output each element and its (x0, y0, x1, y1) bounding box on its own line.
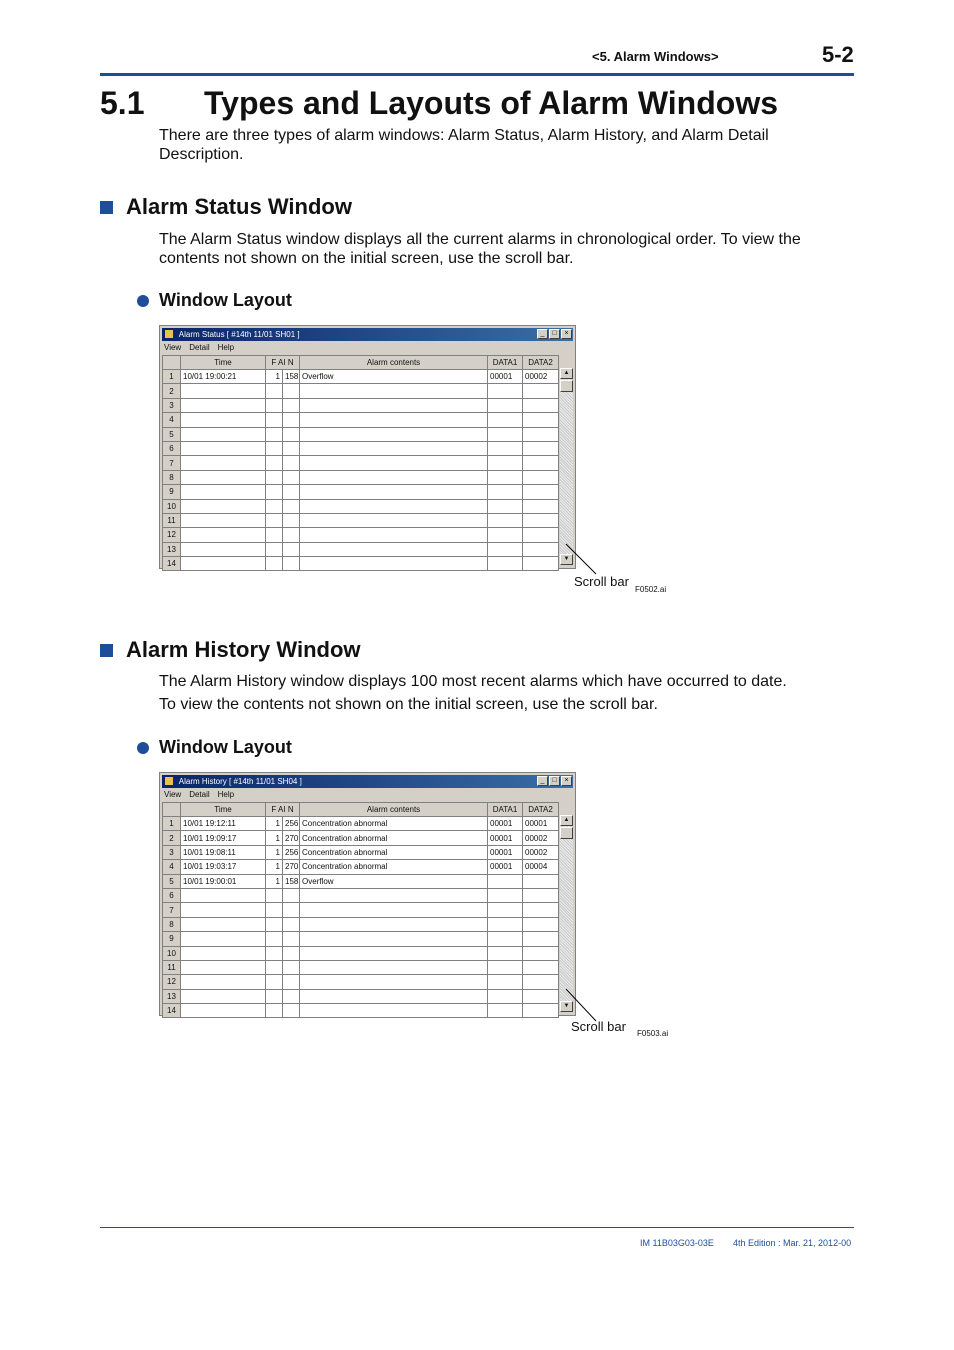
time-cell (181, 427, 266, 441)
alarm-no-cell (283, 470, 300, 484)
close-icon[interactable]: × (561, 329, 572, 339)
contents-cell (300, 917, 488, 931)
flag-cell (266, 470, 283, 484)
alarm-no-cell (283, 903, 300, 917)
data1-cell (488, 888, 523, 902)
footer-doc-id: IM 11B03G03-03E (640, 1238, 714, 1248)
alarm-status-body: The Alarm Status window displays all the current alarms in chronological order. To view the contents not shown on the initial screen, use the scroll bar. (159, 231, 801, 267)
data2-cell (523, 917, 559, 931)
flag-cell (266, 917, 283, 931)
alarm-no-cell (283, 960, 300, 974)
data2-cell (523, 470, 559, 484)
menu-help[interactable]: Help (217, 343, 235, 352)
contents-cell (300, 441, 488, 455)
scroll-up-icon[interactable]: ▲ (560, 368, 573, 379)
alarm-status-heading-text: Alarm Status Window (126, 194, 352, 219)
data2-cell (523, 946, 559, 960)
table-row[interactable] (163, 413, 559, 427)
data1-cell: 00001 (488, 845, 523, 859)
flag-cell (266, 975, 283, 989)
alarm-history-body-line2: To view the contents not shown on the initial screen, use the scroll bar. (159, 696, 658, 713)
data2-cell (523, 513, 559, 527)
alarm-no-cell: 256 (283, 845, 300, 859)
data1-cell (488, 427, 523, 441)
table-row[interactable] (163, 989, 559, 1003)
time-cell (181, 557, 266, 571)
alarm-no-cell (283, 975, 300, 989)
flag-cell (266, 989, 283, 1003)
flag-cell (266, 398, 283, 412)
row-number: 3 (163, 398, 181, 412)
alarm-history-window (159, 772, 576, 1016)
row-number: 11 (163, 513, 181, 527)
scroll-thumb[interactable] (560, 380, 573, 392)
row-number: 12 (163, 528, 181, 542)
flag-cell (266, 903, 283, 917)
data2-cell (523, 989, 559, 1003)
alarm-no-cell (283, 989, 300, 1003)
data1-cell (488, 989, 523, 1003)
table-row[interactable] (163, 398, 559, 412)
data2-cell (523, 398, 559, 412)
col-header-rownum[interactable] (163, 356, 181, 370)
data1-cell: 00001 (488, 860, 523, 874)
menu-bar (164, 790, 234, 799)
data2-cell: 00002 (523, 831, 559, 845)
alarm-history-body-line1: The Alarm History window displays 100 most recent alarms which have occurred to date. (159, 673, 787, 690)
time-cell (181, 975, 266, 989)
time-cell (181, 903, 266, 917)
table-row[interactable] (163, 903, 559, 917)
alarm-no-cell: 256 (283, 817, 300, 831)
table-row[interactable] (163, 528, 559, 542)
footer-edition: 4th Edition : Mar. 21, 2012-00 (733, 1238, 852, 1248)
alarm-no-cell (283, 932, 300, 946)
window-title: Alarm Status [ #14th 11/01 SH01 ] (178, 330, 300, 339)
table-row[interactable] (163, 960, 559, 974)
square-bullet-icon (100, 201, 113, 214)
contents-cell (300, 542, 488, 556)
status-scrollbar-callout: Scroll bar (574, 574, 629, 589)
page-number: 5-2 (822, 42, 854, 67)
data2-cell: 00002 (523, 845, 559, 859)
alarm-status-window (159, 325, 576, 569)
data1-cell (488, 874, 523, 888)
status-layout-subheading (137, 290, 292, 311)
contents-cell (300, 1004, 488, 1018)
flag-cell (266, 557, 283, 571)
flag-cell (266, 946, 283, 960)
flag-cell: 1 (266, 874, 283, 888)
table-row[interactable] (163, 427, 559, 441)
time-cell: 10/01 19:08:11 (181, 845, 266, 859)
contents-cell: Overflow (300, 874, 488, 888)
table-row[interactable] (163, 946, 559, 960)
col-header-data1[interactable]: DATA1 (488, 803, 523, 817)
data2-cell (523, 960, 559, 974)
contents-cell (300, 888, 488, 902)
table-row[interactable] (163, 513, 559, 527)
window-titlebar[interactable] (162, 775, 573, 788)
data1-cell (488, 557, 523, 571)
time-cell: 10/01 19:00:01 (181, 874, 266, 888)
data1-cell (488, 932, 523, 946)
table-row[interactable] (163, 470, 559, 484)
menu-view[interactable]: View (164, 343, 182, 352)
contents-cell (300, 427, 488, 441)
row-number: 10 (163, 946, 181, 960)
contents-cell (300, 384, 488, 398)
col-header-rownum[interactable] (163, 803, 181, 817)
row-number: 1 (163, 817, 181, 831)
flag-cell (266, 513, 283, 527)
window-titlebar[interactable] (162, 328, 573, 341)
time-cell (181, 456, 266, 470)
scroll-thumb[interactable] (560, 827, 573, 839)
contents-cell: Concentration abnormal (300, 845, 488, 859)
table-row[interactable] (163, 932, 559, 946)
col-header-time[interactable]: Time (181, 356, 266, 370)
row-number: 6 (163, 888, 181, 902)
time-cell (181, 542, 266, 556)
data1-cell (488, 384, 523, 398)
flag-cell: 1 (266, 860, 283, 874)
flag-cell (266, 1004, 283, 1018)
data1-cell (488, 513, 523, 527)
history-layout-subheading (137, 737, 292, 758)
alarm-no-cell (283, 485, 300, 499)
contents-cell (300, 470, 488, 484)
time-cell (181, 960, 266, 974)
alarm-no-cell (283, 513, 300, 527)
contents-cell (300, 975, 488, 989)
data2-cell (523, 485, 559, 499)
contents-cell (300, 946, 488, 960)
col-header-time[interactable]: Time (181, 803, 266, 817)
alarm-no-cell: 270 (283, 860, 300, 874)
data2-cell (523, 932, 559, 946)
data2-cell (523, 528, 559, 542)
data2-cell (523, 384, 559, 398)
alarm-history-heading (100, 637, 361, 663)
alarm-no-cell (283, 888, 300, 902)
data2-cell (523, 874, 559, 888)
history-layout-subheading-text: Window Layout (159, 737, 292, 757)
contents-cell (300, 485, 488, 499)
data2-cell (523, 903, 559, 917)
contents-cell (300, 557, 488, 571)
time-cell (181, 917, 266, 931)
flag-cell: 1 (266, 370, 283, 384)
round-bullet-icon (137, 742, 149, 754)
alarm-no-cell (283, 499, 300, 513)
table-row[interactable] (163, 1004, 559, 1018)
table-row[interactable] (163, 860, 559, 874)
row-number: 1 (163, 370, 181, 384)
table-row[interactable] (163, 888, 559, 902)
time-cell (181, 946, 266, 960)
contents-cell: Overflow (300, 370, 488, 384)
contents-cell (300, 989, 488, 1003)
table-row[interactable] (163, 975, 559, 989)
alarm-status-table (162, 355, 559, 571)
data1-cell (488, 441, 523, 455)
data1-cell (488, 960, 523, 974)
flag-cell (266, 888, 283, 902)
minimize-icon[interactable]: _ (537, 329, 548, 339)
alarm-no-cell (283, 542, 300, 556)
flag-cell (266, 485, 283, 499)
data1-cell (488, 1004, 523, 1018)
section-number: 5.1 (100, 85, 145, 121)
time-cell (181, 398, 266, 412)
time-cell: 10/01 19:03:17 (181, 860, 266, 874)
maximize-icon[interactable]: □ (549, 776, 560, 786)
time-cell: 10/01 19:00:21 (181, 370, 266, 384)
data1-cell (488, 499, 523, 513)
table-row[interactable] (163, 917, 559, 931)
alarm-no-cell (283, 398, 300, 412)
alarm-no-cell (283, 384, 300, 398)
table-row[interactable] (163, 499, 559, 513)
data1-cell (488, 528, 523, 542)
data1-cell: 00001 (488, 817, 523, 831)
minimize-icon[interactable]: _ (537, 776, 548, 786)
time-cell: 10/01 19:09:17 (181, 831, 266, 845)
row-number: 5 (163, 427, 181, 441)
time-cell (181, 384, 266, 398)
data1-cell (488, 946, 523, 960)
flag-cell (266, 456, 283, 470)
alarm-history-heading-text: Alarm History Window (126, 637, 361, 662)
table-row[interactable] (163, 485, 559, 499)
app-icon (165, 330, 173, 338)
row-number: 10 (163, 499, 181, 513)
flag-cell: 1 (266, 831, 283, 845)
table-row[interactable] (163, 557, 559, 571)
table-row[interactable] (163, 441, 559, 455)
row-number: 5 (163, 874, 181, 888)
contents-cell (300, 903, 488, 917)
flag-cell (266, 960, 283, 974)
data1-cell (488, 485, 523, 499)
data1-cell: 00001 (488, 370, 523, 384)
table-row[interactable] (163, 817, 559, 831)
table-row[interactable] (163, 542, 559, 556)
data1-cell: 00001 (488, 831, 523, 845)
alarm-no-cell (283, 413, 300, 427)
time-cell (181, 441, 266, 455)
section-intro: There are three types of alarm windows: Alarm Status, Alarm History, and Alarm Detail Description. (159, 127, 769, 163)
data2-cell (523, 888, 559, 902)
row-number: 2 (163, 831, 181, 845)
table-row[interactable] (163, 456, 559, 470)
time-cell (181, 470, 266, 484)
row-number: 8 (163, 917, 181, 931)
contents-cell (300, 499, 488, 513)
table-row[interactable] (163, 384, 559, 398)
menu-view[interactable]: View (164, 790, 182, 799)
history-figure-id: F0503.ai (637, 1029, 669, 1038)
table-row[interactable] (163, 370, 559, 384)
row-number: 14 (163, 1004, 181, 1018)
time-cell (181, 485, 266, 499)
data2-cell (523, 456, 559, 470)
row-number: 7 (163, 903, 181, 917)
data2-cell (523, 441, 559, 455)
flag-cell (266, 413, 283, 427)
table-row[interactable] (163, 874, 559, 888)
contents-cell (300, 413, 488, 427)
data2-cell (523, 542, 559, 556)
contents-cell: Concentration abnormal (300, 860, 488, 874)
status-layout-subheading-text: Window Layout (159, 290, 292, 310)
close-icon[interactable]: × (561, 776, 572, 786)
vertical-scrollbar[interactable] (560, 368, 573, 565)
data1-cell (488, 542, 523, 556)
contents-cell: Concentration abnormal (300, 817, 488, 831)
row-number: 9 (163, 932, 181, 946)
col-header-fain[interactable]: F AI N (266, 803, 300, 817)
alarm-no-cell (283, 1004, 300, 1018)
data2-cell (523, 413, 559, 427)
col-header-data2[interactable]: DATA2 (523, 356, 559, 370)
flag-cell: 1 (266, 845, 283, 859)
round-bullet-icon (137, 295, 149, 307)
row-number: 11 (163, 960, 181, 974)
flag-cell (266, 427, 283, 441)
window-title: Alarm History [ #14th 11/01 SH04 ] (178, 777, 302, 786)
time-cell (181, 1004, 266, 1018)
app-icon (165, 777, 173, 785)
flag-cell: 1 (266, 817, 283, 831)
row-number: 3 (163, 845, 181, 859)
section-title: Types and Layouts of Alarm Windows (204, 85, 778, 121)
vertical-scrollbar[interactable] (560, 815, 573, 1012)
alarm-no-cell: 158 (283, 370, 300, 384)
menu-help[interactable]: Help (217, 790, 235, 799)
alarm-no-cell (283, 917, 300, 931)
contents-cell (300, 398, 488, 412)
data2-cell (523, 975, 559, 989)
flag-cell (266, 542, 283, 556)
time-cell (181, 528, 266, 542)
contents-cell (300, 513, 488, 527)
row-number: 13 (163, 989, 181, 1003)
data2-cell (523, 557, 559, 571)
data1-cell (488, 903, 523, 917)
row-number: 6 (163, 441, 181, 455)
data1-cell (488, 975, 523, 989)
data1-cell (488, 456, 523, 470)
menu-detail[interactable]: Detail (189, 790, 210, 799)
table-row[interactable] (163, 845, 559, 859)
time-cell (181, 499, 266, 513)
menu-bar (164, 343, 234, 352)
time-cell (181, 413, 266, 427)
contents-cell: Concentration abnormal (300, 831, 488, 845)
data2-cell (523, 1004, 559, 1018)
maximize-icon[interactable]: □ (549, 329, 560, 339)
alarm-no-cell: 158 (283, 874, 300, 888)
alarm-no-cell (283, 528, 300, 542)
alarm-no-cell: 270 (283, 831, 300, 845)
data1-cell (488, 917, 523, 931)
flag-cell (266, 528, 283, 542)
footer-rule (100, 1227, 854, 1228)
flag-cell (266, 441, 283, 455)
menu-detail[interactable]: Detail (189, 343, 210, 352)
row-number: 7 (163, 456, 181, 470)
contents-cell (300, 456, 488, 470)
alarm-status-heading (100, 194, 352, 220)
alarm-no-cell (283, 557, 300, 571)
row-number: 4 (163, 413, 181, 427)
row-number: 8 (163, 470, 181, 484)
scroll-down-icon[interactable]: ▼ (560, 554, 573, 565)
history-scrollbar-callout: Scroll bar (571, 1019, 626, 1034)
flag-cell (266, 499, 283, 513)
row-number: 14 (163, 557, 181, 571)
alarm-no-cell (283, 441, 300, 455)
row-number: 12 (163, 975, 181, 989)
contents-cell (300, 528, 488, 542)
chapter-header: <5. Alarm Windows> (592, 49, 719, 64)
alarm-history-table (162, 802, 559, 1018)
status-figure-id: F0502.ai (635, 585, 667, 594)
col-header-contents[interactable]: Alarm contents (300, 356, 488, 370)
scroll-down-icon[interactable]: ▼ (560, 1001, 573, 1012)
data2-cell: 00004 (523, 860, 559, 874)
square-bullet-icon (100, 644, 113, 657)
data2-cell: 00001 (523, 817, 559, 831)
flag-cell (266, 384, 283, 398)
table-row[interactable] (163, 831, 559, 845)
data1-cell (488, 413, 523, 427)
row-number: 2 (163, 384, 181, 398)
header-rule (100, 73, 854, 76)
alarm-no-cell (283, 427, 300, 441)
time-cell (181, 888, 266, 902)
flag-cell (266, 932, 283, 946)
contents-cell (300, 960, 488, 974)
data1-cell (488, 470, 523, 484)
row-number: 9 (163, 485, 181, 499)
data1-cell (488, 398, 523, 412)
time-cell (181, 932, 266, 946)
alarm-no-cell (283, 456, 300, 470)
data2-cell: 00002 (523, 370, 559, 384)
contents-cell (300, 932, 488, 946)
alarm-no-cell (283, 946, 300, 960)
scroll-up-icon[interactable]: ▲ (560, 815, 573, 826)
col-header-data1[interactable]: DATA1 (488, 356, 523, 370)
col-header-data2[interactable]: DATA2 (523, 803, 559, 817)
data2-cell (523, 427, 559, 441)
row-number: 4 (163, 860, 181, 874)
time-cell (181, 513, 266, 527)
row-number: 13 (163, 542, 181, 556)
time-cell (181, 989, 266, 1003)
col-header-fain[interactable]: F AI N (266, 356, 300, 370)
col-header-contents[interactable]: Alarm contents (300, 803, 488, 817)
data2-cell (523, 499, 559, 513)
time-cell: 10/01 19:12:11 (181, 817, 266, 831)
